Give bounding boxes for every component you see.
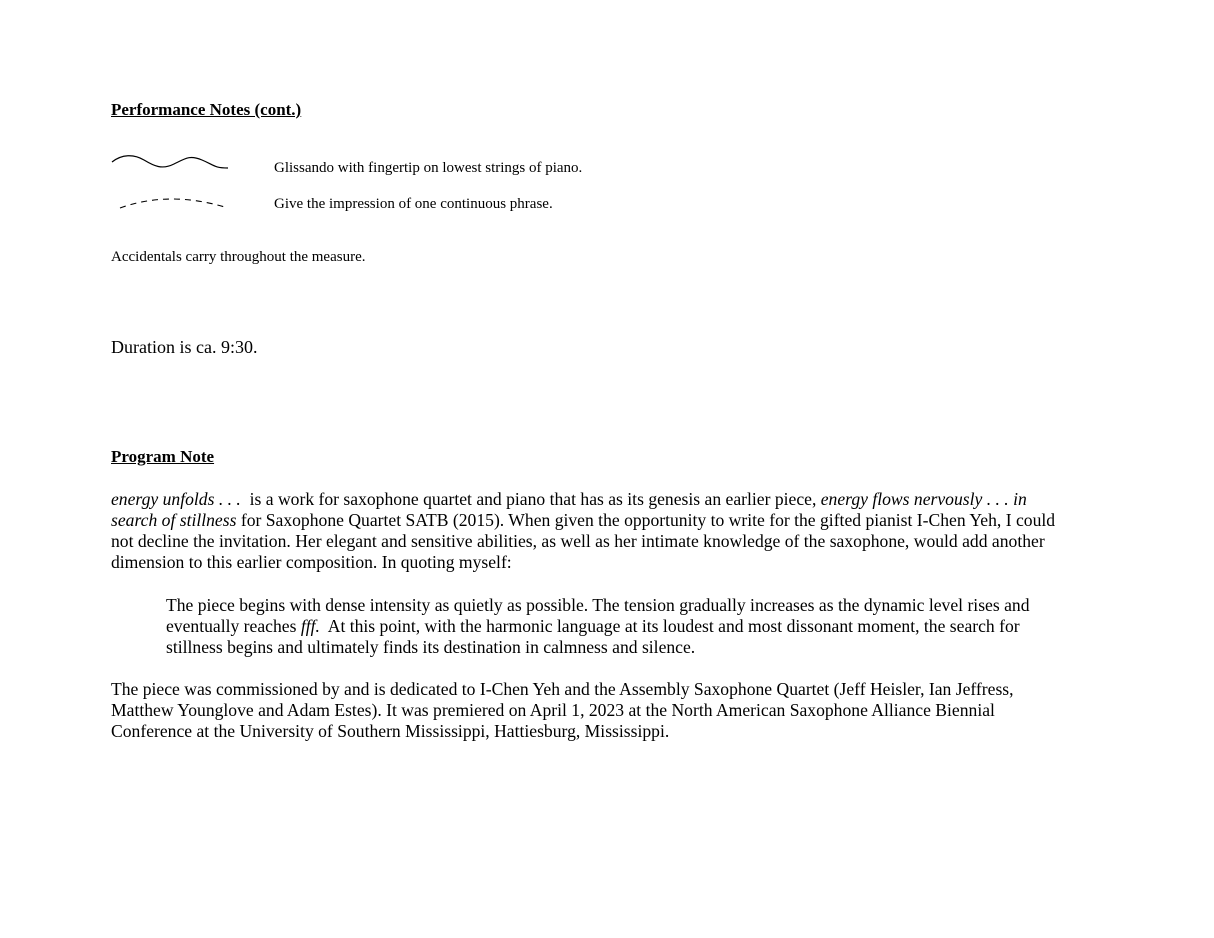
quote-text: At this point, with the harmonic language at its loudest and most dissonant moment, the search for stillness begins and ultimately finds its destination in calmness and silence. [166,616,1025,657]
earlier-work-title: energy flows nervously . . . in search of stillness [111,489,1027,530]
paragraph-text: for Saxophone Quartet SATB (2015). When given the opportunity to write for the gifted pianist I-Chen Yeh, I could not decline the invitation. Her elegant and sensitive abilities, as well as her intimate knowledge of the saxophone, would add another dimension to this earlier composition. In quoting myself: [111,510,1056,572]
glissando-description: Glissando with fingertip on lowest strings of piano. [274,160,583,176]
self-quote-block [166,595,1076,658]
dashed-slur-icon [110,192,232,216]
quote-text: The piece begins with dense intensity as quietly as possible. The tension gradually increases as the dynamic level rises and eventually reaches [166,595,1030,636]
performance-notes-heading: Performance Notes (cont.) [111,100,302,119]
dynamic-marking: fff. [300,616,320,636]
work-title: energy unfolds . . . [111,489,241,509]
phrase-description: Give the impression of one continuous phrase. [274,196,553,212]
wavy-line-icon [110,152,232,176]
paragraph-text: is a work for saxophone quartet and piano that has as its genesis an earlier piece, [240,489,821,509]
duration-note: Duration is ca. 9:30. [111,337,258,357]
program-note-heading: Program Note [111,447,215,466]
accidentals-note: Accidentals carry throughout the measure. [111,249,366,265]
program-note-paragraph-2: The piece was commissioned by and is dedicated to I-Chen Yeh and the Assembly Saxophone Quartet (Jeff Heisler, Ian Jeffress, Matthew Younglove and Adam Estes). It was premiered on April 1, 2023 at the North American Saxophone Alliance Biennial Conference at the University of Southern Mississippi, Hattiesburg, Mississippi. [111,679,1014,741]
program-note-paragraph-1 [111,489,1076,573]
